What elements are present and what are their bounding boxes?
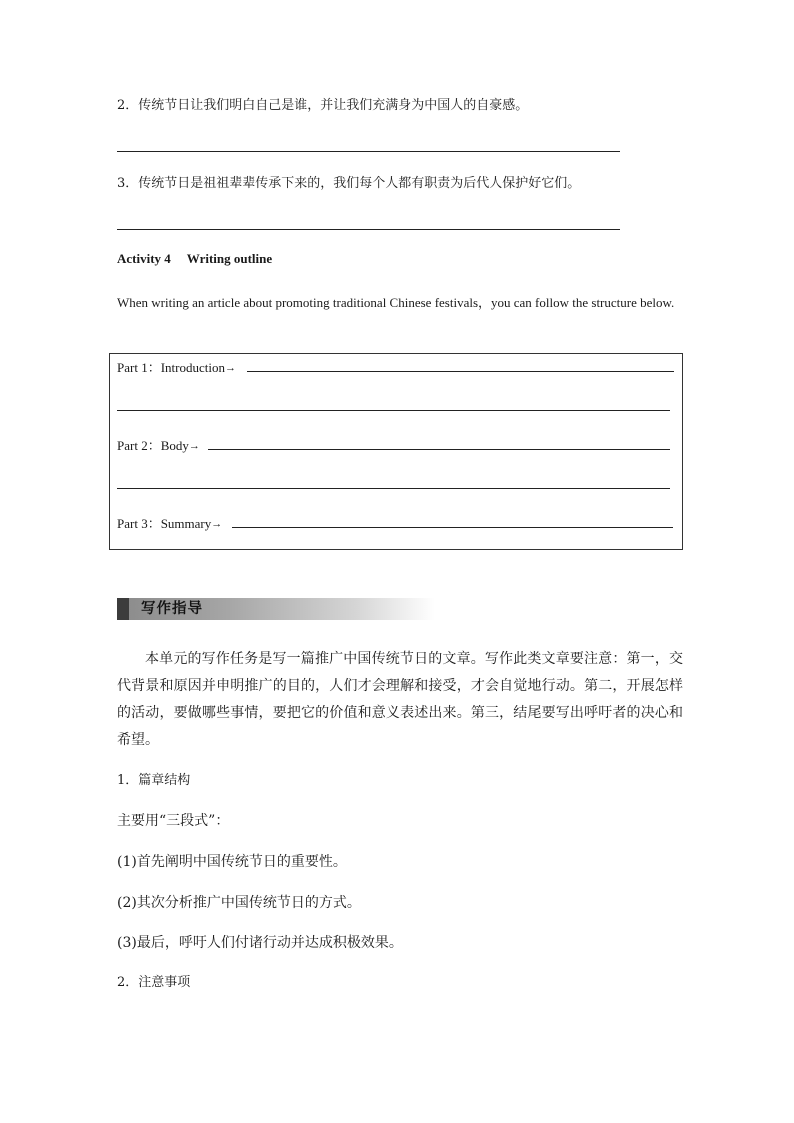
outline-part-1 (117, 357, 236, 376)
section-title: 写作指导 (141, 601, 203, 617)
part-2-line-2[interactable] (117, 488, 670, 489)
arrow-right-icon: → (211, 518, 223, 530)
structure-heading: 1．篇章结构 (117, 773, 191, 788)
part-2-label: Part 2：Body (117, 438, 189, 453)
activity-instruction: When writing an article about promoting traditional Chinese festivals，you can follow the structure below. (117, 295, 675, 310)
activity-heading: Activity 4 Writing outline (117, 251, 273, 266)
arrow-right-icon: → (224, 362, 236, 374)
section-header (117, 598, 435, 620)
part-3-line[interactable] (232, 527, 673, 528)
arrow-right-icon: → (188, 440, 200, 452)
notes-heading: 2．注意事项 (117, 975, 191, 990)
section-bar (117, 598, 129, 620)
answer-line-3[interactable] (117, 229, 620, 230)
structure-item-2: (2)其次分析推广中国传统节日的方式。 (117, 895, 361, 911)
structure-item-1: (1)首先阐明中国传统节日的重要性。 (117, 854, 347, 870)
translation-item-2: 2．传统节日让我们明白自己是谁，并让我们充满身为中国人的自豪感。 (117, 98, 529, 113)
outline-part-2 (117, 435, 200, 454)
part-1-line[interactable] (247, 371, 674, 372)
answer-line-2[interactable] (117, 151, 620, 152)
part-3-label: Part 3：Summary (117, 516, 212, 531)
guide-intro-paragraph: 本单元的写作任务是写一篇推广中国传统节日的文章。写作此类文章要注意：第一，交代背景和原因并申明推广的目的，人们才会理解和接受，才会自觉地行动。第二，开展怎样的活动，要做哪些事情，要把它的价值和意义表述出来。第三，结尾要写出呼吁者的决心和希望。 (117, 651, 683, 748)
structure-lead: 主要用“三段式”： (117, 813, 230, 829)
part-2-line[interactable] (208, 449, 670, 450)
outline-part-3 (117, 513, 222, 532)
translation-item-3: 3．传统节日是祖祖辈辈传承下来的，我们每个人都有职责为后代人保护好它们。 (117, 176, 581, 191)
part-1-label: Part 1：Introduction (117, 360, 225, 375)
structure-item-3: (3)最后，呼吁人们付诸行动并达成积极效果。 (117, 935, 403, 951)
part-1-line-2[interactable] (117, 410, 670, 411)
outline-box (109, 353, 683, 550)
